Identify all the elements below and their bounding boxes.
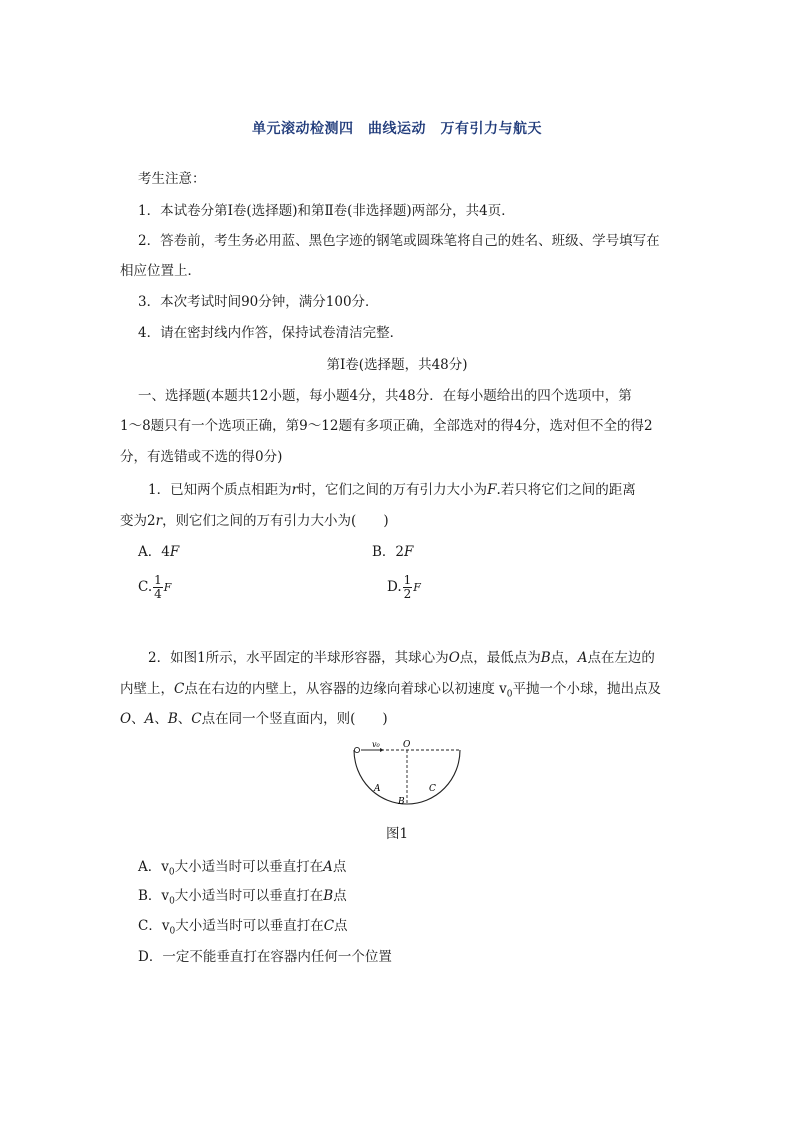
notice-item-2: 2．答卷前，考生务必用蓝、黑色字迹的钢笔或圆珠笔将自己的姓名、班级、学号填写在 xyxy=(138,233,660,249)
q1-option-a[interactable]: A．4F xyxy=(138,544,180,560)
notice-item-1: 1．本试卷分第Ⅰ卷(选择题)和第Ⅱ卷(非选择题)两部分，共4页． xyxy=(138,203,515,219)
figure-1-hemisphere xyxy=(346,738,466,816)
exam-title: 单元滚动检测四 曲线运动 万有引力与航天 xyxy=(252,121,542,137)
label-a: A xyxy=(374,784,381,794)
q1-line-2: 变为2r，则它们之间的万有引力大小为( ) xyxy=(120,513,389,529)
q2-line-2: 内壁上，C点在右边的内壁上，从容器的边缘向着球心以初速度 $v_0$平抛一个小球，抛出点及 xyxy=(120,681,661,700)
q2-option-d[interactable]: D．一定不能垂直打在容器内任何一个位置 xyxy=(138,949,392,965)
fraction: $\frac{1}{2}$ xyxy=(403,573,412,601)
figure-1-caption: 图1 xyxy=(385,826,409,842)
section-intro-1: 一、选择题(本题共12小题，每小题4分，共48分．在每小题给出的四个选项中，第 xyxy=(138,388,632,404)
q1-option-c[interactable]: C. $\frac{1}{4}$ F xyxy=(138,573,172,601)
q2-option-b[interactable]: B．$v_0$大小适当时可以垂直打在B点 xyxy=(138,888,347,907)
section-title: 第Ⅰ卷(选择题，共48分) xyxy=(326,357,468,373)
fraction: $\frac{1}{4}$ xyxy=(154,573,162,601)
q1-option-b[interactable]: B．2F xyxy=(372,544,414,560)
notice-item-2-cont: 相应位置上． xyxy=(120,263,201,279)
label-c: C xyxy=(429,784,436,794)
q2-line-1: 2．如图1所示，水平固定的半球形容器，其球心为O点，最低点为B点，A点在左边的 xyxy=(148,650,655,666)
section-intro-3: 分，有选错或不选的得0分) xyxy=(120,449,283,465)
notice-item-3: 3．本次考试时间90分钟，满分100分． xyxy=(138,294,379,310)
q1-line-1: 1．已知两个质点相距为r时，它们之间的万有引力大小为F.若只将它们之间的距离 xyxy=(148,482,636,498)
label-v0: v₀ xyxy=(372,740,380,749)
section-intro-2: 1～8题只有一个选项正确，第9～12题有多项正确，全部选对的得4分，选对但不全的得2 xyxy=(120,418,653,434)
notice-item-4: 4．请在密封线内作答，保持试卷清洁完整． xyxy=(138,325,404,341)
q1-option-d[interactable]: D. $\frac{1}{2}$ F xyxy=(387,573,421,601)
q2-line-3: O、A、B、C点在同一个竖直面内，则( ) xyxy=(120,711,388,727)
q2-option-a[interactable]: A．$v_0$大小适当时可以垂直打在A点 xyxy=(138,859,347,878)
q2-option-c[interactable]: C．$v_0$大小适当时可以垂直打在C点 xyxy=(138,918,348,937)
label-o: O xyxy=(403,740,411,750)
notice-heading: 考生注意： xyxy=(138,171,206,187)
label-b: B xyxy=(398,797,405,807)
